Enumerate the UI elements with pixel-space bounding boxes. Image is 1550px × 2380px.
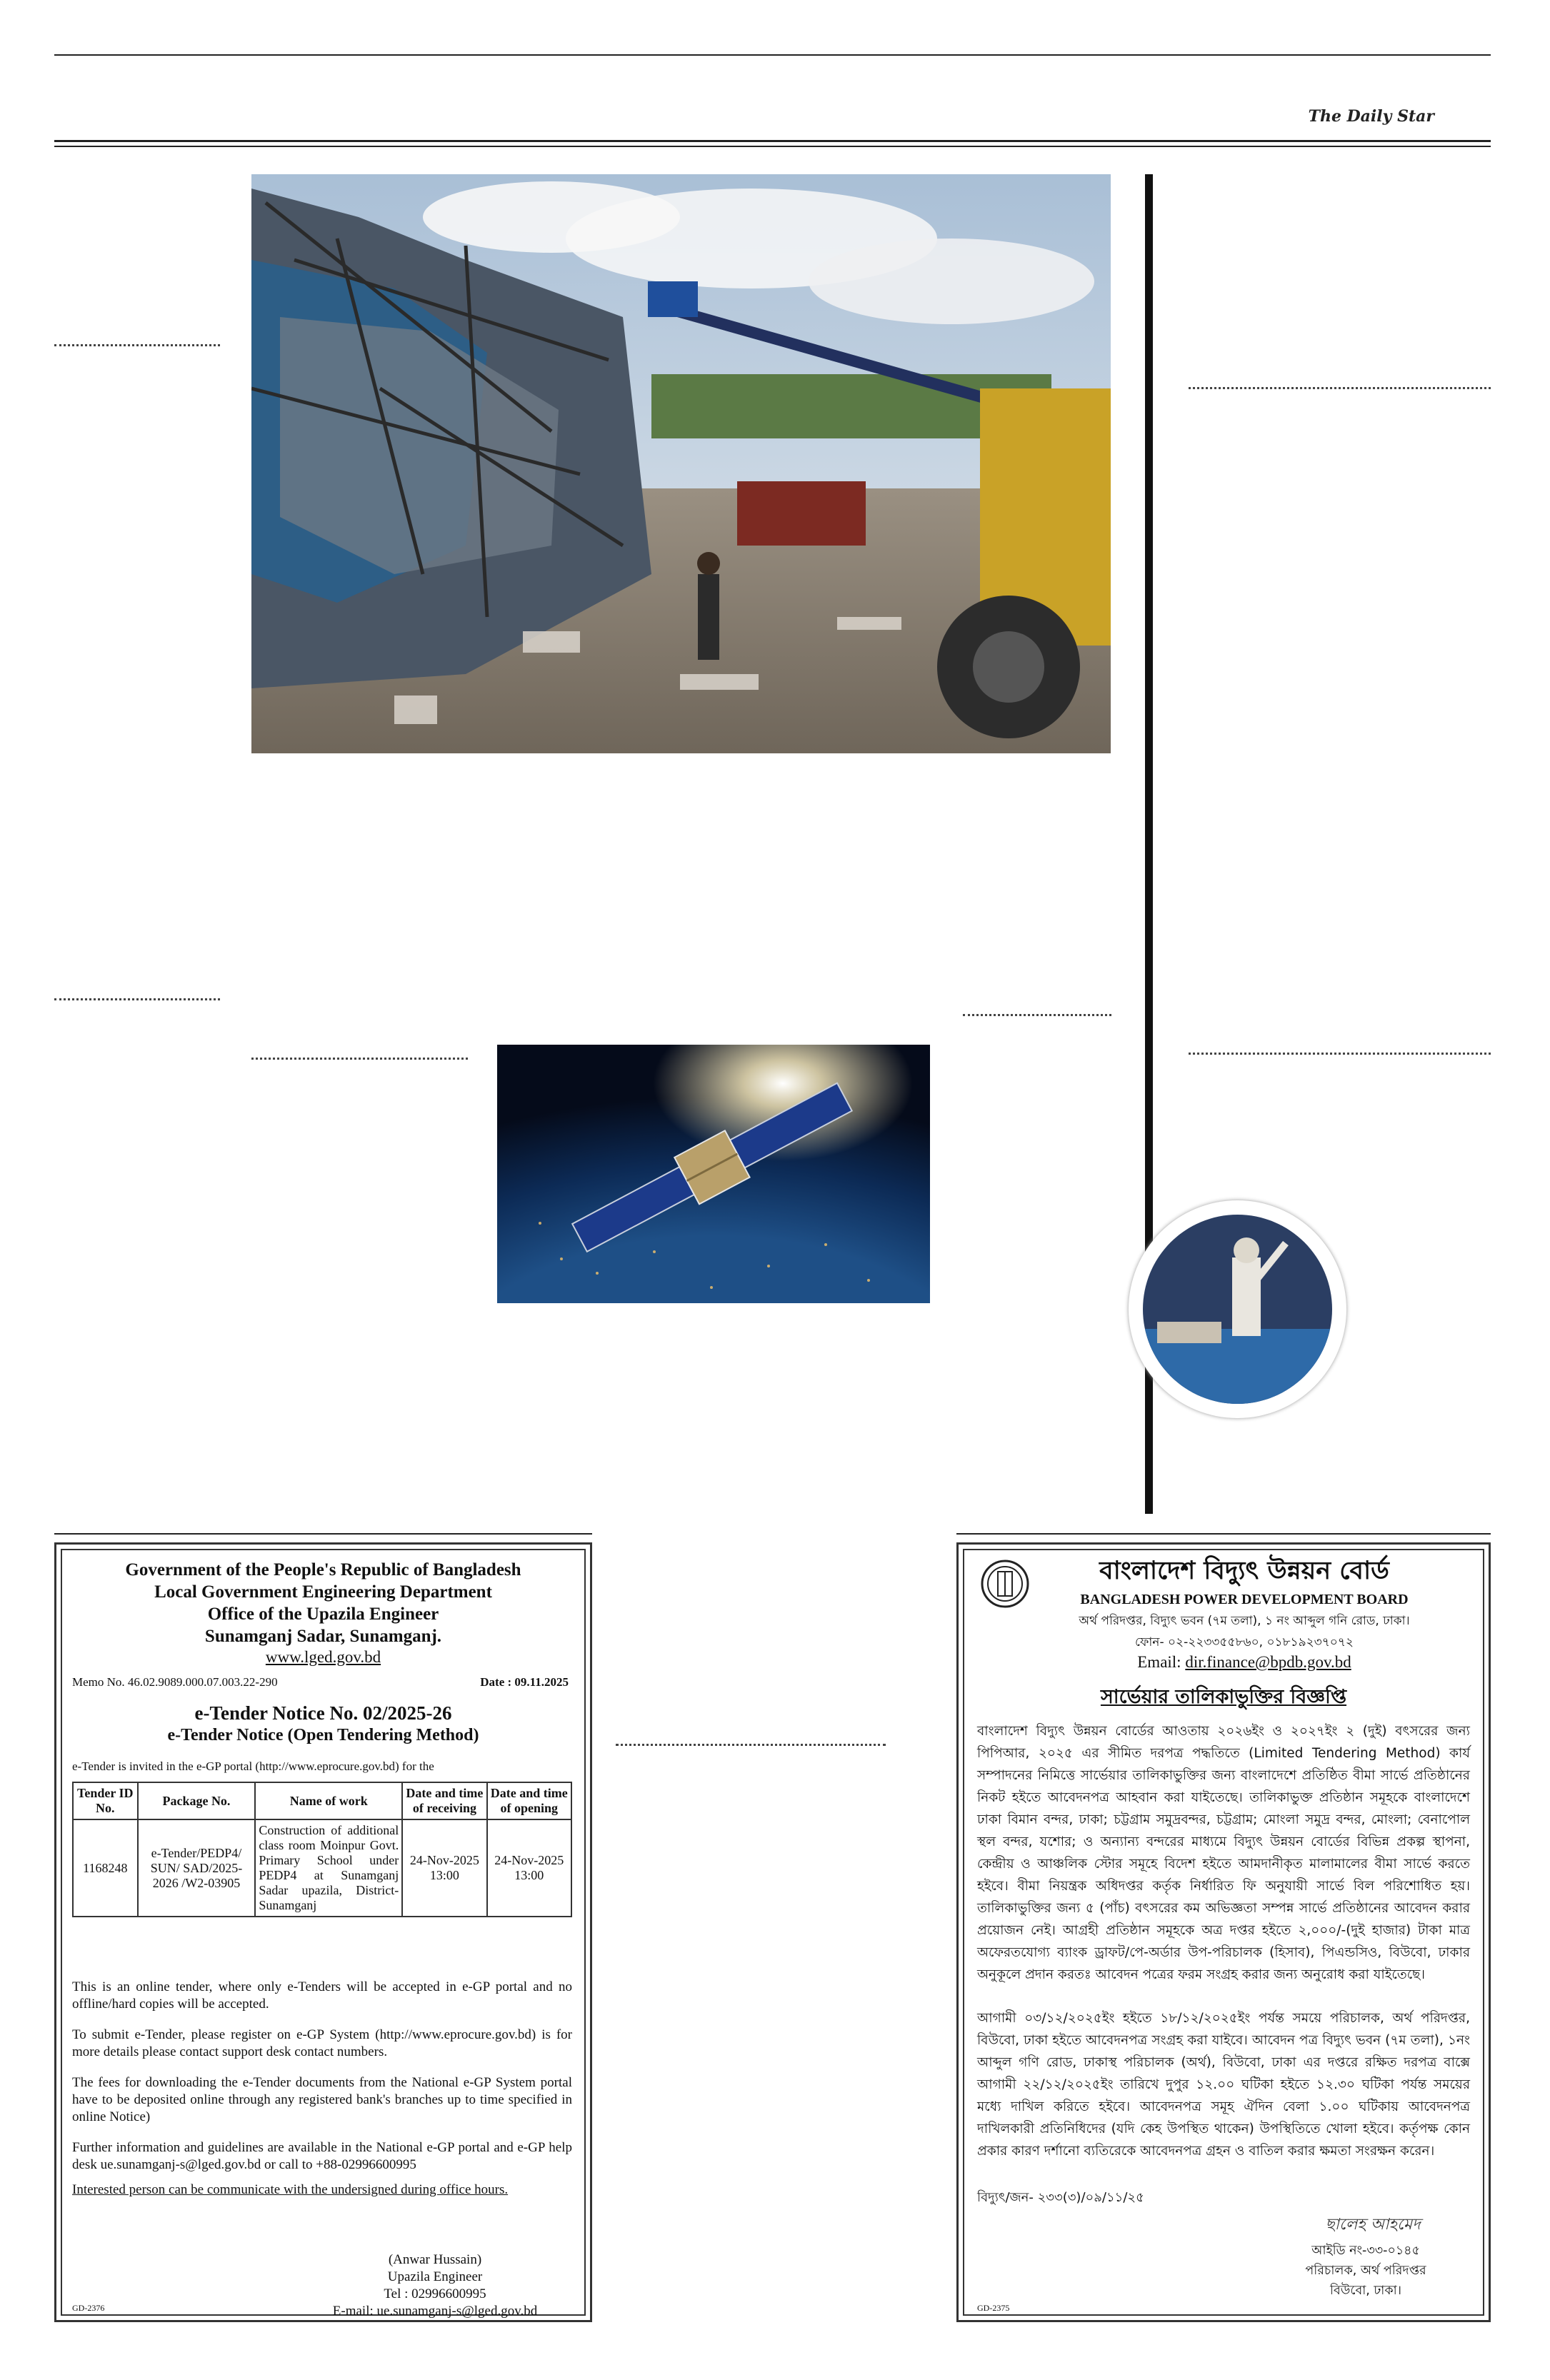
blast-damage-photo	[251, 174, 1111, 753]
circular-inset-photo	[1129, 1200, 1346, 1418]
bpdb-email-label: Email:	[1137, 1653, 1186, 1671]
bpdb-signature: ছালেহ আহমেদ	[1325, 2216, 1421, 2234]
blast-damage-image	[251, 174, 1111, 753]
masthead-rule-1	[54, 140, 1491, 142]
lged-paragraph-5: Interested person can be communicate with the undersigned during office hours.	[72, 2182, 509, 2197]
top-rule	[54, 54, 1491, 56]
ad-section-rule	[54, 1533, 592, 1535]
circular-inset-image	[1143, 1215, 1332, 1404]
opening-time: 13:00	[514, 1868, 544, 1882]
column-divider	[54, 344, 220, 346]
tender-table-header	[73, 1782, 571, 1819]
lged-header-line-3: Office of the Upazila Engineer	[207, 1605, 439, 1624]
column-divider	[616, 1744, 886, 1746]
bpdb-signatory-office: বিউবো, ঢাকা।	[1330, 2284, 1401, 2298]
column-divider	[963, 1014, 1111, 1016]
package-cell: e-Tender/PEDP4/ SUN/ SAD/2025-2026 /W2-03905	[138, 1819, 256, 1917]
receiving-cell	[402, 1819, 486, 1917]
lged-ad-code: GD-2376	[72, 2303, 105, 2313]
lged-header-line-4: Sunamganj Sadar, Sunamganj.	[204, 1627, 442, 1646]
opening-cell	[487, 1819, 571, 1917]
lged-header-line-2: Local Government Engineering Department	[154, 1582, 492, 1602]
col-opening: Date and time of opening	[487, 1782, 571, 1819]
lged-paragraph-2: To submit e-Tender, please register on e-GP System (http://www.eprocure.gov.bd) is for more details please contact support desk contact numbers.	[72, 2027, 572, 2059]
lged-paragraph-1: This is an online tender, where only e-Tenders will be accepted in e-GP portal and no offline/hard copies will be accepted.	[72, 1979, 572, 2012]
bpdb-notice-title-text: সার্ভেয়ার তালিকাভুক্তির বিজ্ঞপ্তি	[1100, 1686, 1347, 1708]
bpdb-title-bangla: বাংলাদেশ বিদ্যুৎ উন্নয়ন বোর্ড	[1099, 1557, 1389, 1585]
bpdb-address: অর্থ পরিদপ্তর, বিদ্যুৎ ভবন (৭ম তলা), ১ নং আব্দুল গনি রোড, ঢাকা।	[1079, 1614, 1410, 1628]
col-package: Package No.	[138, 1782, 256, 1819]
satellite-image	[497, 1045, 930, 1303]
receiving-date: 24-Nov-2025	[409, 1853, 479, 1867]
daily-star-logo: The Daily Star	[1308, 107, 1434, 126]
lged-paragraph-3: The fees for downloading the e-Tender documents from the National e-GP System portal have to be deposited online through any registered bank's branches up to time specified in online Notice)	[72, 2075, 572, 2124]
column-divider	[251, 1058, 468, 1060]
lged-intro: e-Tender is invited in the e-GP portal (http://www.eprocure.gov.bd) for the	[72, 1759, 434, 1773]
bpdb-email-link[interactable]: dir.finance@bpdb.gov.bd	[1185, 1653, 1351, 1671]
col-receiving: Date and time of receiving	[402, 1782, 486, 1819]
col-work-name: Name of work	[255, 1782, 402, 1819]
bpdb-memo: বিদ্যুৎ/জন- ২৩৩(৩)/০৯/১১/২৫	[977, 2190, 1144, 2205]
tender-table	[72, 1782, 572, 1917]
col-tender-id: Tender ID No.	[73, 1782, 138, 1819]
lged-website-link[interactable]: www.lged.gov.bd	[265, 1648, 381, 1666]
bpdb-paragraph-1: বাংলাদেশ বিদ্যুৎ উন্নয়ন বোর্ডের আওতায় ২০২৬ইং ও ২০২৭ইং ২ (দুই) বৎসরের জন্য পিপিআর, ২০২৫ এর সীমিত দরপত্র পদ্ধতিতে (Limited Tendering Method) কার্য সম্পাদনের নিমিত্তে সার্ভেয়ার তালিকাভুক্তির জন্য বাংলাদেশে প্রতিষ্ঠিত বীমা সার্ভে প্রতিষ্ঠানের নিকট হইতে আবেদনপত্র আহবান করা যাইতেছে। তালিকাভুক্ত প্রতিষ্ঠান সমূহকে বাংলাদেশে ঢাকা বিমান বন্দর, ঢাকা; চট্টগ্রাম সমুদ্রবন্দর, চট্টগ্রাম; মোংলা সমুদ্র বন্দর, মোংলা; বেনাপোল স্থল বন্দর, যশোর; ও অন্যান্য বন্দরের মাধ্যমে বিদ্যুৎ উন্নয়ন বোর্ডের বিভিন্ন প্রকল্প স্থাপনা, কেন্দ্রীয় ও আঞ্চলিক স্টোর সমূহে বিদেশ হইতে আমদানীকৃত মালামালের বীমা সার্ভে করতে হইবে। বীমা নিয়ন্ত্রক অধিদপ্তর কর্তৃক নির্ধারিত ফি অনুযায়ী সার্ভে বিল পরিশোধিত হয়। তালিকাভুক্তির জন্য ৫ (পাঁচ) বৎসরের কম অভিজ্ঞতা সম্পন্ন সার্ভে প্রতিষ্ঠানের আবেদন করার প্রয়োজন নেই। আগ্রহী প্রতিষ্ঠান সমূহকে অত্র দপ্তর হইতে ২,০০০/-(দুই হাজার) টাকা মাত্র অফেরতযোগ্য ব্যাংক ড্রাফট/পে-অর্ডার উপ-পরিচালক (হিসাব), পিএন্ডসিও, বিউবো, ঢাকার অনুকূলে প্রদান করতঃ আবেদন পত্রের ফরম সংগ্রহ করার জন্য অনুরোধ করা যাইতেছে।	[977, 1724, 1470, 1982]
lged-paragraph-4: Further information and guidelines are available in the National e-GP portal and e-GP help desk ue.sunamganj-s@lged.gov.bd or call to +88-02996600995	[72, 2140, 572, 2172]
bpdb-paragraph-2: আগামী ০৩/১২/২০২৫ইং হইতে ১৮/১২/২০২৫ইং পর্যন্ত সময়ে পরিচালক, অর্থ পরিদপ্তর, বিউবো, ঢাকা হইতে আবেদনপত্র সংগ্রহ করা যাইবে। আবেদন পত্র বিদ্যুৎ ভবন (৭ম তলা), ১নং আব্দুল গণি রোড, ঢাকাস্থ পরিচালক (অর্থ), বিউবো, ঢাকা এর দপ্তরে রক্ষিত দরপত্র বাক্সে আগামী ২২/১২/২০২৫ইং তারিখে দুপুর ১২.০০ ঘটিকা হইতে ১২.৩০ ঘটিকা পর্যন্ত সময়ের মধ্যে দাখিল করিতে হইবে। আবেদনপত্র সমূহ ঐদিন বেলা ১.০০ ঘটিকায় আবেদনপত্র দাখিলকারী প্রতিনিধিদের (যদি কেহ উপস্থিত থাকেন) উপস্থিতিতে খোলা হইবে। কর্তৃপক্ষ কোন প্রকার কারণ দর্শানো ব্যতিরেকে আবেদনপত্র গ্রহন ও বাতিল করার ক্ষমতা সংরক্ষন করেন।	[977, 2011, 1470, 2159]
lged-memo: Memo No. 46.02.9089.000.07.003.22-290	[72, 1675, 278, 1689]
lged-date: Date : 09.11.2025	[480, 1675, 569, 1689]
lged-signatory-name: (Anwar Hussain)	[388, 2252, 482, 2267]
bpdb-ad-code: GD-2375	[977, 2303, 1010, 2313]
lged-notice-title: e-Tender Notice No. 02/2025-26	[194, 1702, 452, 1724]
lged-notice-subtitle: e-Tender Notice (Open Tendering Method)	[167, 1726, 479, 1744]
bpdb-email-line	[1001, 1653, 1487, 1672]
column-divider	[1189, 387, 1491, 389]
masthead-rule-2	[54, 146, 1491, 147]
lged-signatory-email: E-mail: ue.sunamganj-s@lged.gov.bd	[332, 2304, 538, 2319]
lged-tender-notice	[54, 1542, 592, 2322]
table-row	[73, 1819, 571, 1917]
receiving-time: 13:00	[429, 1868, 459, 1882]
bpdb-title-english: BANGLADESH POWER DEVELOPMENT BOARD	[1080, 1592, 1409, 1607]
ad-section-rule	[956, 1533, 1491, 1535]
lged-signatory-tel: Tel : 02996600995	[384, 2286, 486, 2301]
lged-header-line-1: Government of the People's Republic of Bangladesh	[125, 1560, 521, 1580]
column-divider	[54, 998, 220, 1000]
bpdb-signatory-id: আইডি নং-৩৩-০১৪৫	[1311, 2244, 1420, 2258]
opening-date: 24-Nov-2025	[494, 1853, 564, 1867]
lged-signatory-title: Upazila Engineer	[387, 2269, 483, 2284]
satellite-photo	[497, 1045, 930, 1303]
bpdb-phone: ফোন- ০২-২২৩৩৫৫৮৬০, ০১৮১৯২৩৭০৭২	[1135, 1635, 1354, 1650]
work-cell: Construction of additional class room Moinpur Govt. Primary School under PEDP4 at Sunamganj Sadar upazila, District-Sunamganj	[255, 1819, 402, 1917]
bpdb-signatory-title: পরিচালক, অর্থ পরিদপ্তর	[1305, 2264, 1426, 2278]
tender-id-cell: 1168248	[73, 1819, 138, 1917]
column-divider	[1189, 1053, 1491, 1055]
bpdb-notice-title	[959, 1684, 1489, 1710]
bpdb-surveyor-notice	[956, 1542, 1491, 2322]
